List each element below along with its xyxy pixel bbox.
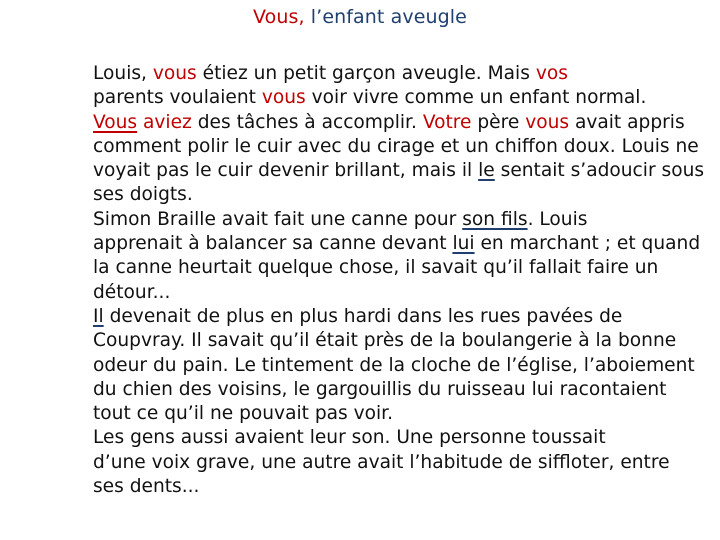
story-text <box>22 62 712 499</box>
text-line <box>22 62 712 86</box>
text-span: apprenait à balancer sa canne devant <box>93 233 453 255</box>
text-span: Les gens aussi avaient leur son. Une personne toussait <box>93 427 606 449</box>
paragraph-1 <box>22 62 712 208</box>
paragraph-3 <box>22 305 712 426</box>
highlight-vous: vous <box>525 111 570 133</box>
text-span: la canne heurtait quelque chose, il savait qu’il fallait faire un <box>93 257 659 279</box>
text-line <box>22 159 712 183</box>
text-span: Louis, <box>93 63 153 84</box>
text-line <box>22 426 712 450</box>
highlight-vos: vos <box>535 63 568 84</box>
text-line <box>22 354 712 378</box>
text-line <box>22 329 712 353</box>
highlight-vous-underlined: Vous <box>93 111 138 133</box>
underlined-son-fils: son fils <box>462 208 528 230</box>
text-span: du chien des voisins, le gargouillis du ruisseau lui racontaient <box>93 378 667 400</box>
underlined-il: Il <box>93 305 104 327</box>
text-span: voir vivre comme un enfant normal. <box>305 87 647 109</box>
underlined-le: le <box>478 160 495 182</box>
text-line <box>22 232 712 256</box>
title-part-2: l’enfant aveugle <box>304 6 467 28</box>
text-span: sentait s’adoucir sous <box>494 160 705 182</box>
text-span: odeur du pain. Le tintement de la cloche de l’église, l’aboiement <box>93 354 695 376</box>
text-span: des tâches à accomplir. <box>191 111 423 133</box>
highlight-aviez: aviez <box>137 111 192 133</box>
text-span: père <box>471 111 526 133</box>
text-span: voyait pas le cuir devenir brillant, mais il <box>93 160 479 182</box>
highlight-votre: Votre <box>422 111 472 133</box>
text-line <box>22 111 712 135</box>
text-span: en marchant ; et quand <box>474 233 701 255</box>
text-line <box>22 86 712 110</box>
text-span: étiez un petit garçon aveugle. Mais <box>196 63 536 84</box>
text-line <box>22 305 712 329</box>
text-span: comment polir le cuir avec du cirage et un chiffon doux. Louis ne <box>93 135 699 157</box>
highlight-vous: vous <box>261 87 306 109</box>
text-span: avait appris <box>569 111 685 133</box>
text-line <box>22 475 712 499</box>
text-line <box>22 208 712 232</box>
title-part-1: Vous, <box>253 6 305 28</box>
text-span: d’une voix grave, une autre avait l’habitude de siffloter, entre <box>93 451 670 473</box>
text-line <box>22 135 712 159</box>
paragraph-2 <box>22 208 712 305</box>
text-span: détour... <box>93 281 171 303</box>
text-line <box>22 281 712 305</box>
text-span: ses doigts. <box>93 184 193 206</box>
text-span: . Louis <box>527 208 588 230</box>
text-span: Simon Braille avait fait une canne pour <box>93 208 463 230</box>
text-line <box>22 256 712 280</box>
page-title <box>0 4 720 30</box>
text-span: ses dents... <box>93 476 200 498</box>
text-span: parents voulaient <box>93 87 262 109</box>
text-span: devenait de plus en plus hardi dans les rues pavées de <box>103 305 623 327</box>
text-line <box>22 183 712 207</box>
underlined-lui: lui <box>452 233 475 255</box>
text-span: tout ce qu’il ne pouvait pas voir. <box>93 403 394 425</box>
text-line <box>22 451 712 475</box>
paragraph-4 <box>22 426 712 499</box>
highlight-vous: vous <box>152 63 197 84</box>
text-span: Coupvray. Il savait qu’il était près de la boulangerie à la bonne <box>93 330 677 352</box>
text-line <box>22 378 712 402</box>
text-line <box>22 402 712 426</box>
